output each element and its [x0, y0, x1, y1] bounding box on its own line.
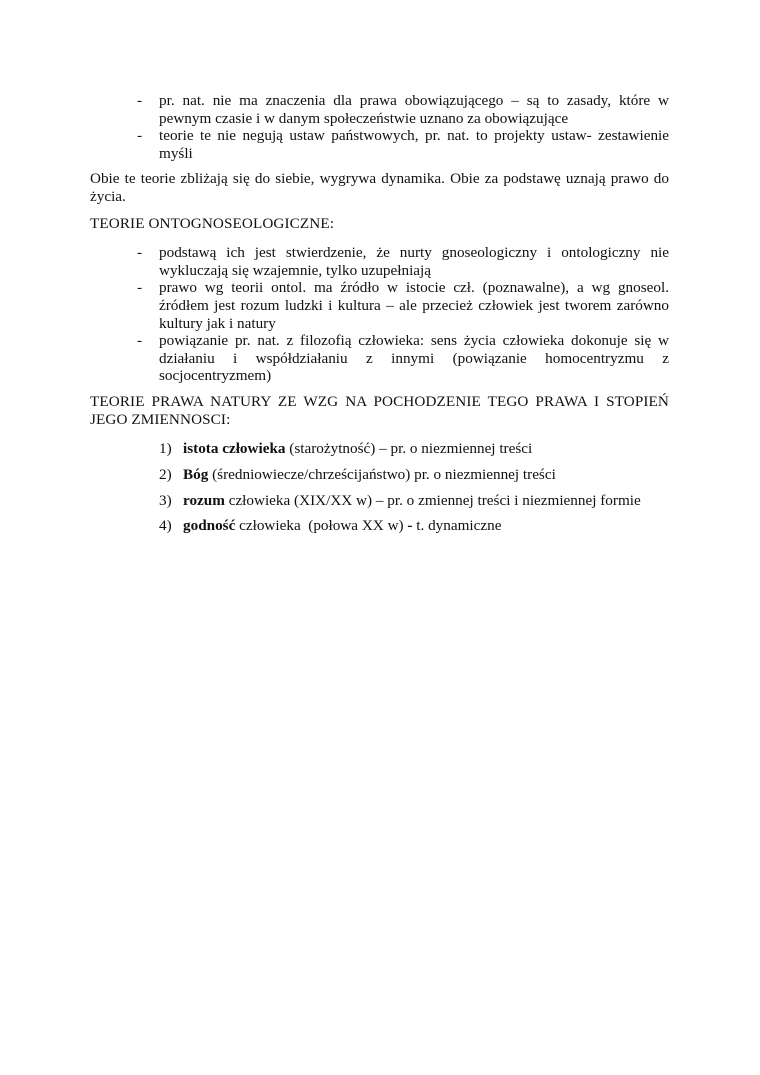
list-item-text: pr. nat. nie ma znaczenia dla prawa obowiązującego – są to zasady, które w pewnym czasie i w danym społeczeństwie uznano za obowiązujące	[159, 92, 669, 127]
numbered-item	[90, 492, 669, 510]
item-text-tail: t. dynamiczne	[412, 517, 502, 535]
item-number: 4)	[159, 517, 172, 535]
item-number: 3)	[159, 491, 172, 509]
item-number: 1)	[159, 440, 172, 458]
item-bold-term: rozum	[183, 491, 225, 509]
list-item	[90, 92, 669, 127]
list-item-text: powiązanie pr. nat. z filozofią człowieka: sens życia człowieka dokonuje się w działaniu i współdziałaniu z innymi (powiązanie homocentryzmu z socjocentryzmem)	[159, 332, 669, 385]
item-text: (starożytność) – pr. o niezmiennej treści	[285, 440, 533, 458]
item-bold-term: godność	[183, 517, 236, 535]
numbered-item	[90, 517, 669, 535]
bullet-dash: -	[137, 279, 143, 297]
list-item	[90, 244, 669, 279]
list-item-text: teorie te nie negują ustaw państwowych, pr. nat. to projekty ustaw- zestawienie myśli	[159, 127, 669, 162]
item-text: człowieka (połowa XX w)	[235, 517, 408, 535]
list-item-text: prawo wg teorii ontol. ma źródło w istocie czł. (poznawalne), a wg gnoseol. źródłem jest rozum ludzki i kultura – ale przecież człowiek jest tworem zarówno kultury jak i natury	[159, 279, 669, 332]
numbered-item	[90, 440, 669, 458]
bullet-dash: -	[137, 332, 143, 350]
paragraph-summary: Obie te teorie zbliżają się do siebie, wygrywa dynamika. Obie za podstawę uznają prawo do życia.	[90, 170, 669, 205]
item-bold-term: istota człowieka	[183, 440, 286, 458]
document-page	[90, 92, 669, 543]
heading-ontognoseological: TEORIE ONTOGNOSEOLOGICZNE:	[90, 214, 335, 232]
numbered-list	[90, 440, 669, 535]
bullet-dash: -	[137, 127, 143, 145]
bullet-list-2	[90, 244, 669, 385]
list-item	[90, 279, 669, 332]
bullet-list-1	[90, 92, 669, 162]
heading-origin-theories: TEORIE PRAWA NATURY ZE WZG NA POCHODZENIE TEGO PRAWA I STOPIEŃ JEGO ZMIENNOSCI:	[90, 392, 669, 428]
numbered-item	[90, 466, 669, 484]
list-item-text: podstawą ich jest stwierdzenie, że nurty gnoseologiczny i ontologiczny nie wykluczają się wzajemnie, tylko uzupełniają	[159, 244, 669, 279]
item-bold-term: Bóg	[183, 465, 209, 483]
list-item	[90, 332, 669, 385]
list-item	[90, 127, 669, 162]
bullet-dash: -	[137, 92, 143, 109]
item-text: człowieka (XIX/XX w) – pr. o zmiennej treści i niezmiennej formie	[224, 491, 641, 509]
bullet-dash: -	[137, 244, 143, 262]
item-text: (średniowiecze/chrześcijaństwo) pr. o niezmiennej treści	[208, 465, 556, 483]
item-number: 2)	[159, 465, 172, 483]
item-bold-dash: -	[407, 517, 413, 535]
